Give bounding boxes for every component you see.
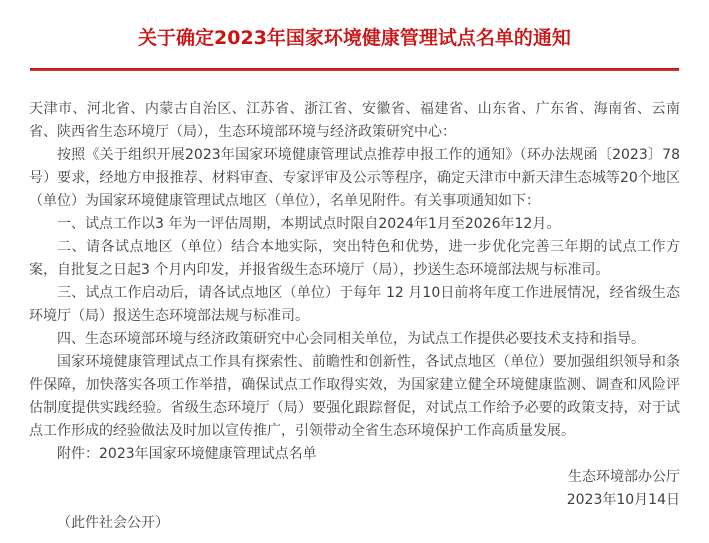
attachment-line: 附件：2023年国家环境健康管理试点名单 xyxy=(57,446,317,462)
red-divider xyxy=(30,68,679,71)
intro-paragraph: 按照《关于组织开展2023年国家环境健康管理试点推荐申报工作的通知》（环办法规函〔2023〕78号）要求，经地方申报推荐、材料审查、专家评审及公示等程序，确定天津市中新天津生态城等20个地区（单位）为国家环境健康管理试点地区（单位），名单见附件。有关事项通知如下： xyxy=(29,147,680,209)
item-4-paragraph: 四、生态环境部环境与经济政策研究中心会同相关单位，为试点工作提供必要技术支持和指导。 xyxy=(57,331,645,347)
item-1-paragraph: 一、试点工作以3 年为一评估周期，本期试点时限自2024年1月至2026年12月。 xyxy=(57,216,561,232)
closing-paragraph: 国家环境健康管理试点工作具有探索性、前瞻性和创新性，各试点地区（单位）要加强组织领导和条件保障，加快落实各项工作举措，确保试点工作取得实效，为国家建立健全环境健康监测、调查和风险评估制度提供实践经验。省级生态环境厅（局）要强化跟踪督促，对试点工作给予必要的政策支持，对于试点工作形成的经验做法及时加以宣传推广，引领带动全省生态环境保护工作高质量发展。 xyxy=(29,354,680,439)
issuer-signature: 生态环境部办公厅 xyxy=(568,469,680,485)
notice-title: 关于确定2023年国家环境健康管理试点名单的通知 xyxy=(138,27,571,49)
issue-date: 2023年10月14日 xyxy=(566,492,680,508)
item-3-paragraph: 三、试点工作启动后，请各试点地区（单位）于每年 12 月10日前将年度工作进展情况，经省级生态环境厅（局）报送生态环境部法规与标准司。 xyxy=(29,285,680,324)
notice-body xyxy=(29,98,680,535)
item-2-paragraph: 二、请各试点地区（单位）结合本地实际，突出特色和优势，进一步优化完善三年期的试点工作方案，自批复之日起3 个月内印发，并报省级生态环境厅（局），抄送生态环境部法规与标准司。 xyxy=(29,239,680,278)
public-disclosure-note: （此件社会公开） xyxy=(57,515,169,531)
addressee-paragraph: 天津市、河北省、内蒙古自治区、江苏省、浙江省、安徽省、福建省、山东省、广东省、海南省、云南省、陕西省生态环境厅（局），生态环境部环境与经济政策研究中心： xyxy=(29,101,680,140)
